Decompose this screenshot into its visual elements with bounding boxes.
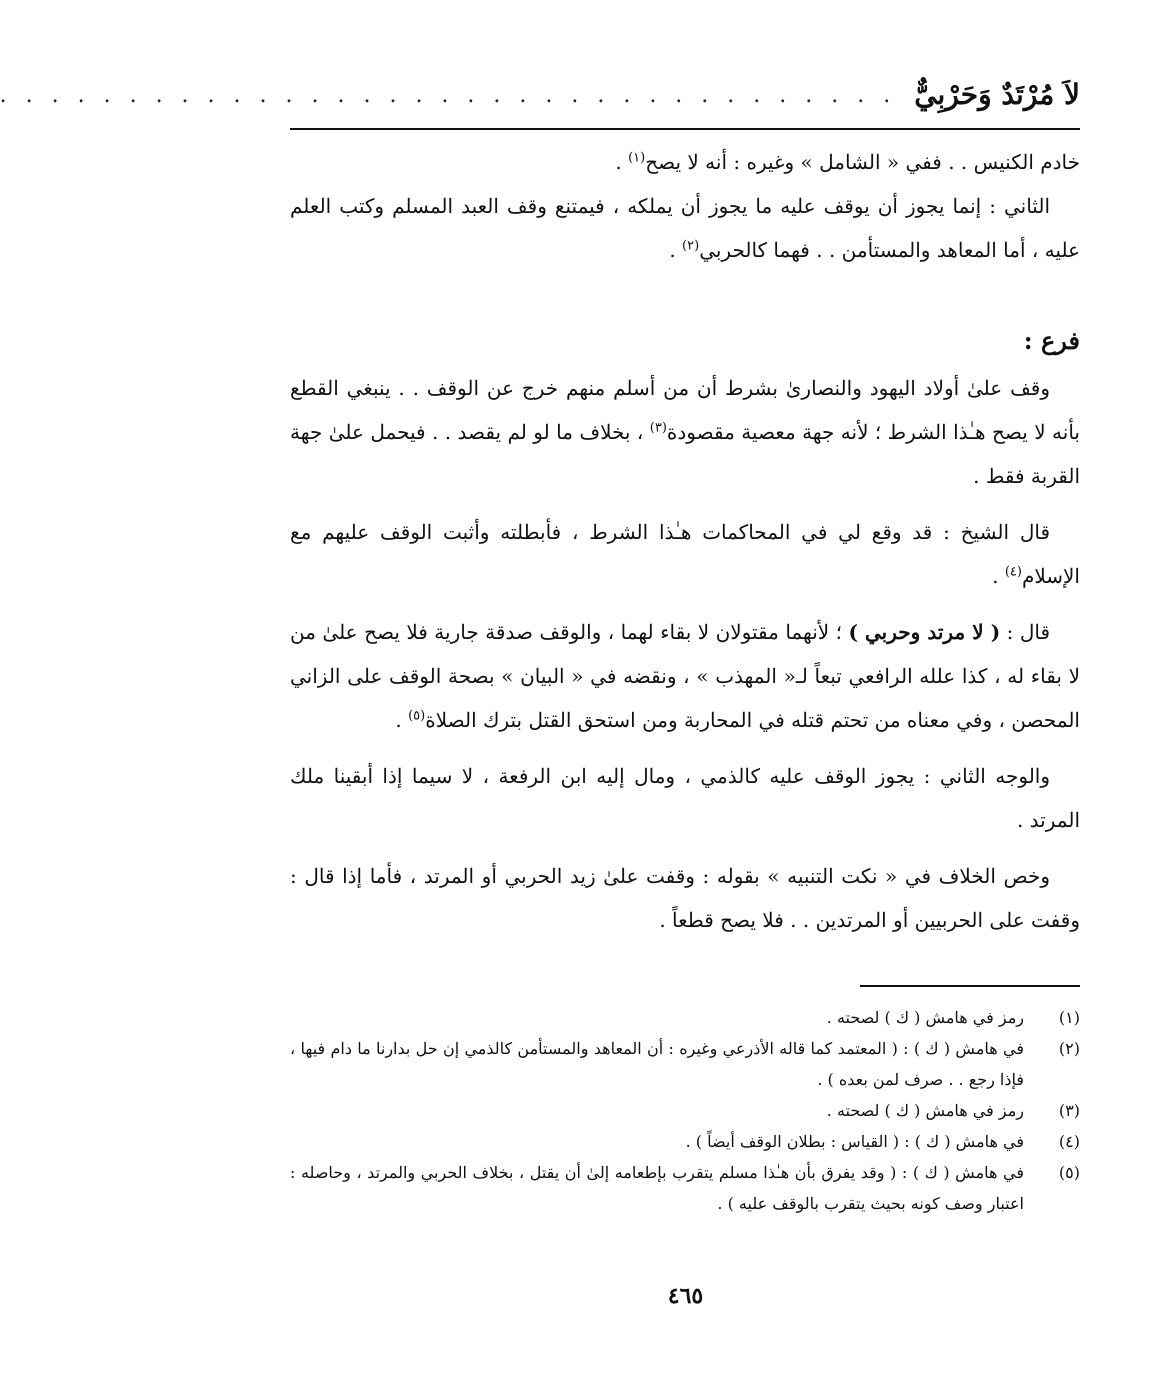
paragraph-3-text: وقف علىٰ أولاد اليهود والنصارىٰ بشرط أن من أسلم منهم خرج عن الوقف . . ينبغي القطع بأنه لا يصح هـٰذا الشرط ؛ لأنه جهة معصية مقصودة [290, 376, 1080, 444]
spacer [290, 842, 1080, 854]
footnote-ref-4: (٤) [1004, 564, 1022, 580]
footnote-rule [860, 985, 1080, 987]
paragraph-1-text: خادم الكنيس . . ففي « الشامل » وغيره : أنه لا يصح [645, 150, 1080, 174]
spacer [290, 742, 1080, 754]
footnote-number: (٢) [1058, 1039, 1080, 1058]
paragraph-5-end: . [395, 708, 409, 732]
paragraph-1-end: . [615, 150, 629, 174]
footnote-text: رمز في هامش ( ك ) لصحته . [826, 1008, 1024, 1027]
matn-quote: ( لا مرتد وحربي ) [848, 620, 1001, 644]
paragraph-2-end: . [669, 238, 683, 262]
chapter-title: لاَ مُرْتَدٌ وَحَرْبِيٌّ [914, 78, 1080, 111]
footnote-text: رمز في هامش ( ك ) لصحته . [826, 1101, 1024, 1120]
footnote-number: (١) [1058, 1008, 1080, 1027]
footnote-number: (٤) [1058, 1132, 1080, 1151]
paragraph-1 [290, 140, 1080, 184]
footnote-3 [290, 1095, 1080, 1126]
branch-heading: فرع : [1023, 326, 1080, 355]
paragraph-4 [290, 510, 1080, 598]
footnote-5 [290, 1157, 1080, 1219]
running-header [0, 70, 1080, 120]
footnote-text: في هامش ( ك ) : ( القياس : بطلان الوقف أيضاً ) . [685, 1132, 1024, 1151]
footnote-ref-2: (٢) [682, 238, 700, 254]
spacer [290, 272, 1080, 316]
paragraph-2 [290, 184, 1080, 272]
footnote-text: في هامش ( ك ) : ( المعتمد كما قاله الأذرعي وغيره : أن المعاهد والمستأمن كالذمي إن حل بدارنا ما دام فيها ، فإذا رجع . . صرف لمن بعده ) . [290, 1039, 1024, 1089]
paragraph-5 [290, 610, 1080, 742]
paragraph-6: والوجه الثاني : يجوز الوقف عليه كالذمي ، ومال إليه ابن الرفعة ، لا سيما إذا أبقينا ملك المرتد . [290, 764, 1080, 832]
footnote-2 [290, 1033, 1080, 1095]
paragraph-3-end: ، بخلاف ما لو لم يقصد . . فيحمل علىٰ جهة القربة فقط . [290, 420, 1080, 488]
paragraph-2-text: الثاني : إنما يجوز أن يوقف عليه ما يجوز أن يملكه ، فيمتنع وقف العبد المسلم وكتب العلم عليه ، أما المعاهد والمستأمن . . فهما كالحربي [290, 194, 1080, 262]
main-text [290, 140, 1080, 942]
paragraph-4-text: قال الشيخ : قد وقع لي في المحاكمات هـٰذا الشرط ، فأبطلته وأثبت الوقف عليهم مع الإسلام [290, 520, 1080, 588]
footnote-number: (٣) [1058, 1101, 1080, 1120]
footnote-ref-3: (٣) [649, 420, 667, 436]
footnote-ref-5: (٥) [408, 708, 426, 724]
footnote-4 [290, 1126, 1080, 1157]
footnote-text: في هامش ( ك ) : ( وقد يفرق بأن هـٰذا مسلم يتقرب بإطعامه إلىٰ أن يقتل ، بخلاف الحربي والمرتد ، وحاصله : اعتبار وصف كونه بحيث يتقرب بالوقف عليه ) . [290, 1163, 1024, 1213]
paragraph-7: وخص الخلاف في « نكت التنبيه » بقوله : وقفت علىٰ زيد الحربي أو المرتد ، فأما إذا قال : وقفت على الحربيين أو المرتدين . . فلا يصح قطعاً . [290, 864, 1080, 932]
paragraph-5-lead: قال : [1000, 620, 1051, 644]
paragraph-3 [290, 366, 1080, 498]
paragraph-5-text: ؛ لأنهما مقتولان لا بقاء لهما ، والوقف صدقة جارية فلا يصح علىٰ من لا بقاء له ، كذا علله الرافعي تبعاً لـ« المهذب » ، ونقضه في « البيان » بصحة الوقف على الزاني المحصن ، وفي معناه من تحتم قتله في المحاربة ومن استحق القتل بترك الصلاة [290, 620, 1080, 732]
spacer [290, 498, 1080, 510]
footnote-number: (٥) [1058, 1163, 1080, 1182]
footnote-ref-1: (١) [628, 150, 646, 166]
footnote-1 [290, 1002, 1080, 1033]
spacer [290, 598, 1080, 610]
header-leader-dots: . . . . . . . . . . . . . . . . . . . . . . . . . . . . . . . . . . . [0, 82, 897, 108]
page-number: ٤٦٥ [667, 1283, 704, 1309]
footnotes [290, 1002, 1080, 1219]
paragraph-4-end: . [992, 564, 1005, 588]
header-rule [290, 128, 1080, 130]
